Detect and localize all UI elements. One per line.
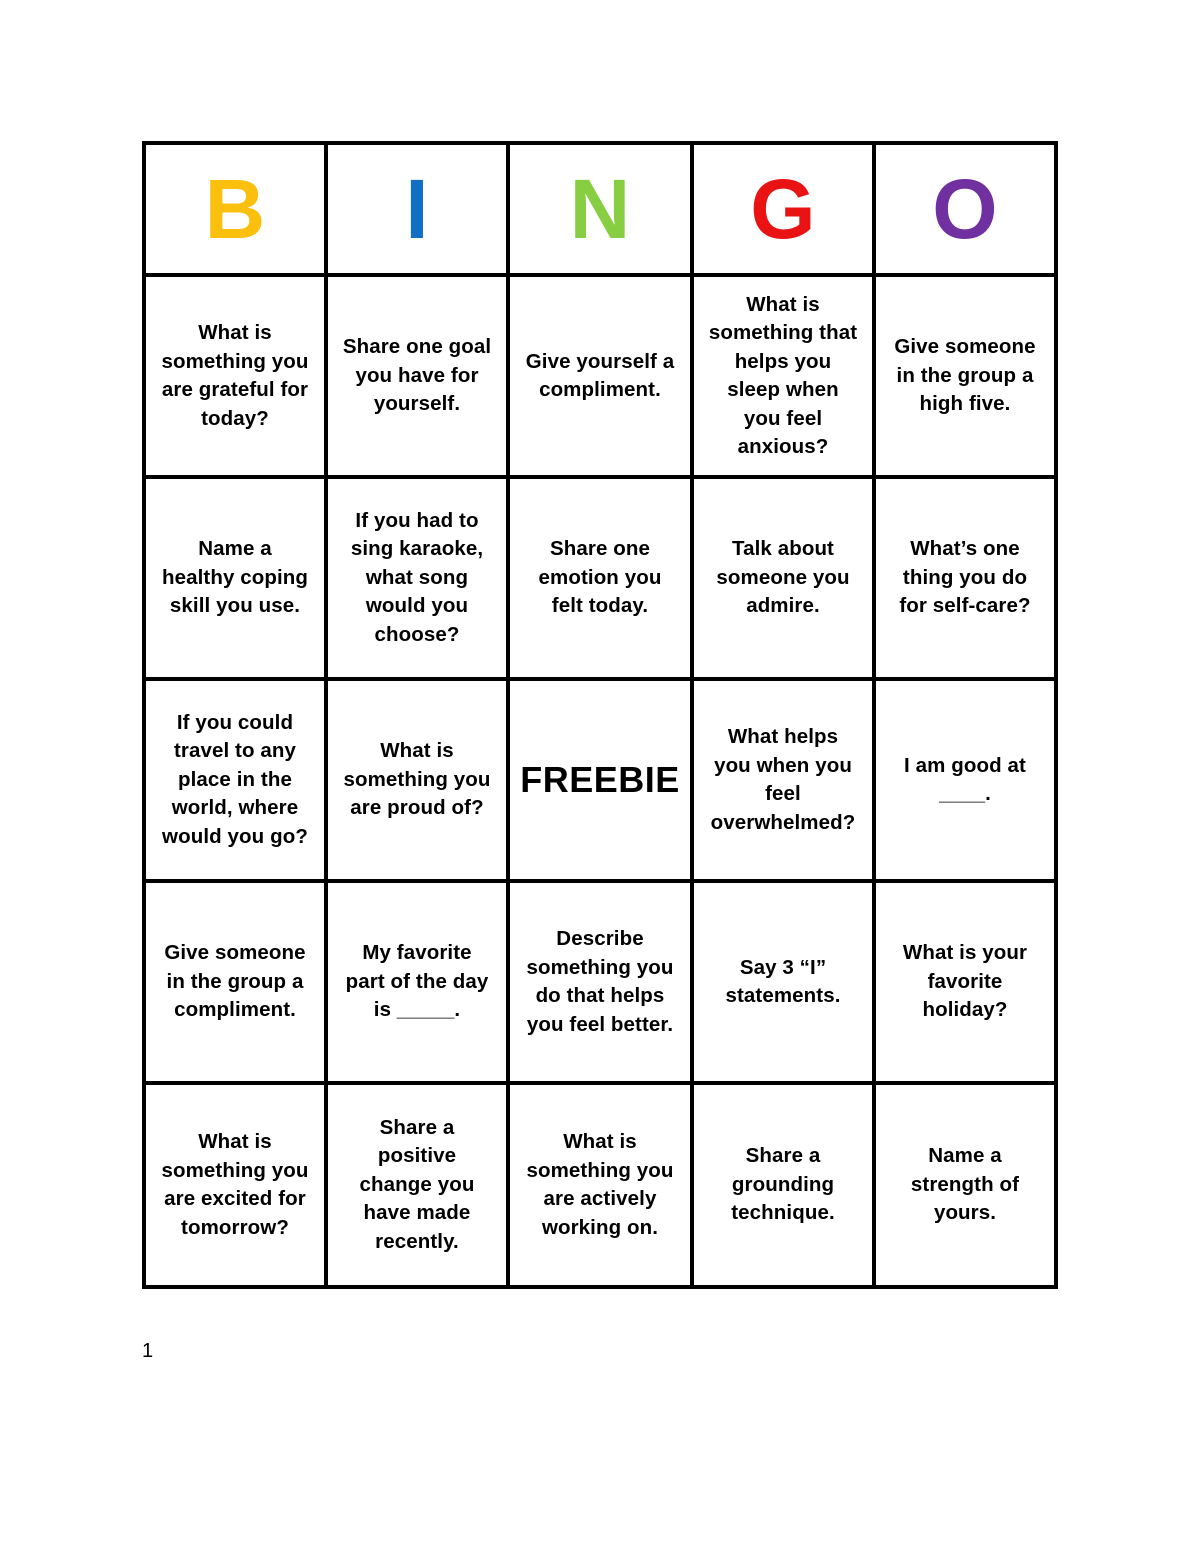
bingo-letter-g: G bbox=[750, 162, 816, 256]
bingo-square bbox=[510, 277, 694, 479]
freebie-label: FREEBIE bbox=[520, 759, 680, 800]
bingo-square bbox=[876, 883, 1054, 1085]
bingo-letter-o: O bbox=[932, 162, 998, 256]
bingo-square-text: Give yourself a compliment. bbox=[525, 349, 675, 401]
bingo-square bbox=[328, 277, 510, 479]
bingo-square-text: Share one goal you have for yourself. bbox=[342, 335, 492, 416]
bingo-square bbox=[876, 1085, 1054, 1285]
bingo-card-grid bbox=[142, 141, 1058, 1289]
bingo-square-text: What is something you are proud of? bbox=[343, 739, 491, 820]
bingo-square bbox=[876, 681, 1054, 883]
bingo-square bbox=[510, 479, 694, 681]
bingo-square bbox=[328, 479, 510, 681]
page-number: 1 bbox=[142, 1340, 154, 1362]
bingo-square bbox=[328, 681, 510, 883]
bingo-square-text: Talk about someone you admire. bbox=[716, 537, 850, 618]
bingo-square-text: Share a grounding technique. bbox=[731, 1144, 835, 1225]
bingo-square-text: I am good at ____. bbox=[904, 753, 1026, 805]
bingo-square-text: If you had to sing karaoke, what song would you choose? bbox=[350, 508, 484, 646]
bingo-square-text: Give someone in the group a compliment. bbox=[164, 941, 306, 1022]
bingo-square bbox=[876, 479, 1054, 681]
bingo-square bbox=[510, 883, 694, 1085]
bingo-square-text: Describe something you do that helps you feel better. bbox=[526, 927, 674, 1036]
bingo-square bbox=[694, 479, 876, 681]
bingo-square-text: Share a positive change you have made recently. bbox=[359, 1115, 475, 1253]
bingo-square-text: What is something you are grateful for today? bbox=[161, 321, 309, 430]
bingo-square-text: If you could travel to any place in the world, where would you go? bbox=[162, 710, 308, 848]
bingo-square-text: Say 3 “I” statements. bbox=[725, 955, 841, 1007]
header-cell-n bbox=[510, 145, 694, 277]
header-cell-b bbox=[146, 145, 328, 277]
bingo-letter-b: B bbox=[204, 162, 266, 256]
bingo-square bbox=[694, 681, 876, 883]
header-cell-g bbox=[694, 145, 876, 277]
bingo-square bbox=[694, 1085, 876, 1285]
bingo-square bbox=[146, 277, 328, 479]
header-cell-o bbox=[876, 145, 1054, 277]
bingo-square-text: My favorite part of the day is _____. bbox=[345, 941, 489, 1022]
bingo-square-text: What helps you when you feel overwhelmed? bbox=[710, 725, 856, 834]
bingo-square-text: Name a strength of yours. bbox=[910, 1144, 1020, 1225]
bingo-letter-n: N bbox=[569, 162, 631, 256]
bingo-square-text: Name a healthy coping skill you use. bbox=[161, 537, 309, 618]
bingo-square bbox=[146, 479, 328, 681]
bingo-square-text: What is something that helps you sleep when you feel anxious? bbox=[708, 292, 858, 458]
bingo-square bbox=[146, 883, 328, 1085]
bingo-square bbox=[876, 277, 1054, 479]
bingo-square-text: What’s one thing you do for self-care? bbox=[899, 537, 1031, 618]
bingo-square-text: What is your favorite holiday? bbox=[902, 941, 1028, 1022]
bingo-square-freebie bbox=[510, 681, 694, 883]
bingo-square-text: What is something you are actively working on. bbox=[526, 1130, 674, 1239]
header-cell-i bbox=[328, 145, 510, 277]
bingo-square bbox=[694, 883, 876, 1085]
bingo-square bbox=[694, 277, 876, 479]
bingo-square-text: Share one emotion you felt today. bbox=[538, 537, 662, 618]
bingo-square-text: Give someone in the group a high five. bbox=[894, 335, 1036, 416]
bingo-square bbox=[146, 1085, 328, 1285]
bingo-square bbox=[146, 681, 328, 883]
bingo-square bbox=[328, 1085, 510, 1285]
bingo-square-text: What is something you are excited for tomorrow? bbox=[161, 1130, 309, 1239]
bingo-letter-i: I bbox=[405, 162, 429, 256]
bingo-square bbox=[510, 1085, 694, 1285]
bingo-square bbox=[328, 883, 510, 1085]
